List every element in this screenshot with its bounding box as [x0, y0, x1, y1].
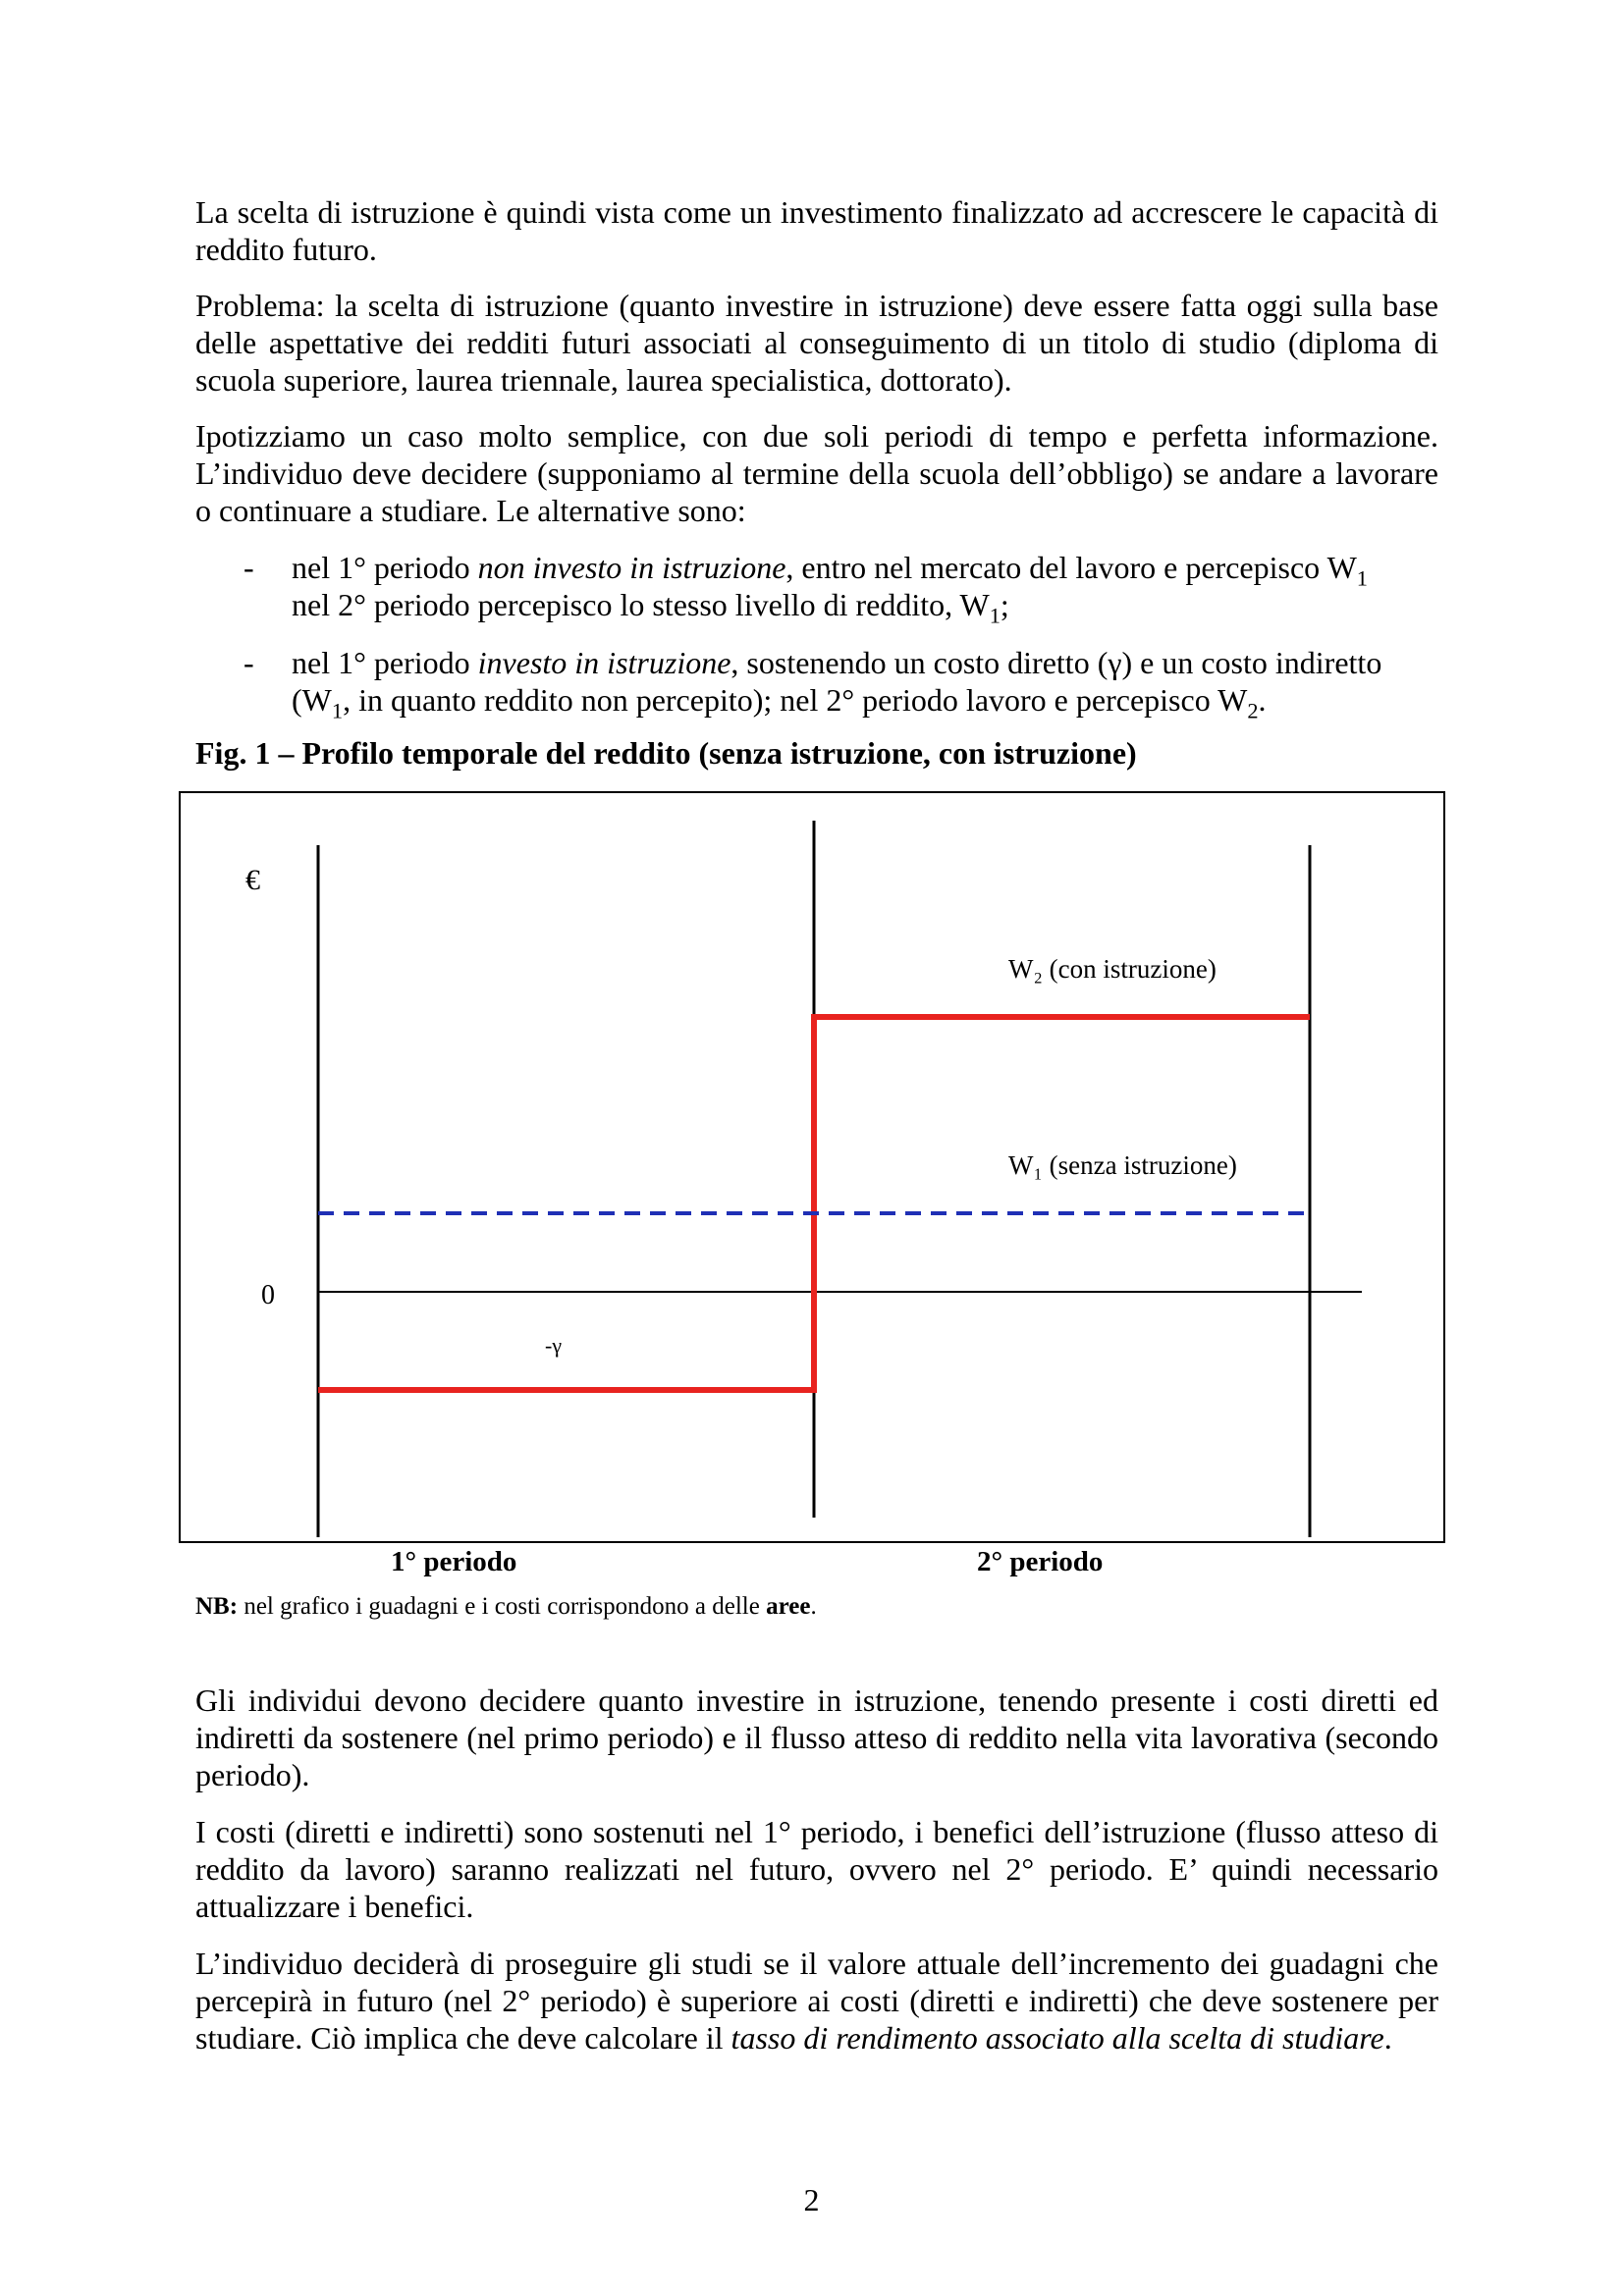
gamma-label: -γ [545, 1333, 563, 1358]
series-label-with-education: W₂ (con istruzione) [1008, 954, 1217, 984]
paragraph-hypothesis: Ipotizziamo un caso molto semplice, con due soli periodi di tempo e perfetta informazione. L’individuo deve decidere (supponiamo al termine della scuola dell’obbligo) se andare a lavorare o continuare a studiare. Le alternative sono: [195, 418, 1438, 528]
zero-label: 0 [261, 1280, 275, 1310]
figure-title: Fig. 1 – Profilo temporale del reddito (senza istruzione, con istruzione) [195, 735, 1137, 771]
paragraph-problem: Problema: la scelta di istruzione (quanto investire in istruzione) deve essere fatta oggi sulla base delle aspettative dei redditi futuri associati al conseguimento di un titolo di studio (diploma di scuola superiore, laurea triennale, laurea specialistica, dottorato). [195, 288, 1438, 398]
page-number: 2 [803, 2182, 820, 2217]
figure-note: NB: nel grafico i guadagni e i costi corrispondono a delle aree. [195, 1593, 817, 1620]
paragraph-costs-benefits: I costi (diretti e indiretti) sono sostenuti nel 1° periodo, i benefici dell’istruzione (flusso atteso di reddito da lavoro) saranno realizzati nel futuro, ovvero nel 2° periodo. E’ quindi necessario attualizzare i benefici. [195, 1814, 1438, 1924]
paragraph-conclusion: L’individuo deciderà di proseguire gli studi se il valore attuale dell’incremento dei guadagni che percepirà in futuro (nel 2° periodo) è superiore ai costi (diretti e indiretti) che deve sostenere per studiare. Ciò implica che deve calcolare il tasso di rendimento associato alla scelta di studiare. [195, 1946, 1438, 2056]
bullet-item-no-education: nel 1° periodo non investo in istruzione, entro nel mercato del lavoro e percepisco $W_1$ nel 2° periodo percepisco lo stesso livello di reddito, $W_1$; [292, 550, 1368, 628]
period-label-second: 2° periodo [977, 1546, 1104, 1577]
income-profile-chart [179, 791, 1445, 1543]
emphasis-text: non investo in istruzione [477, 550, 786, 585]
bullet-item-education: nel 1° periodo investo in istruzione, sostenendo un costo diretto (γ) e un costo indiretto ($W_1$, in quanto reddito non percepito); nel 2° periodo lavoro e percepisco $W_2$. [292, 645, 1382, 723]
series-label-without-education: W₁ (senza istruzione) [1008, 1150, 1237, 1180]
period-label-first: 1° periodo [391, 1546, 517, 1577]
y-axis-label: € [245, 864, 260, 896]
paragraph-intro: La scelta di istruzione è quindi vista come un investimento finalizzato ad accrescere le capacità di reddito futuro. [195, 194, 1438, 267]
bullet-dash: - [243, 645, 254, 680]
series-line-with-education [318, 1017, 1310, 1390]
emphasis-text: tasso di rendimento associato alla scelta di studiare [730, 2020, 1384, 2056]
bullet-dash: - [243, 550, 254, 585]
paragraph-decision: Gli individui devono decidere quanto investire in istruzione, tenendo presente i costi diretti ed indiretti da sostenere (nel primo periodo) e il flusso atteso di reddito nella vita lavorativa (secondo periodo). [195, 1682, 1438, 1792]
emphasis-text: investo in istruzione [477, 645, 731, 680]
